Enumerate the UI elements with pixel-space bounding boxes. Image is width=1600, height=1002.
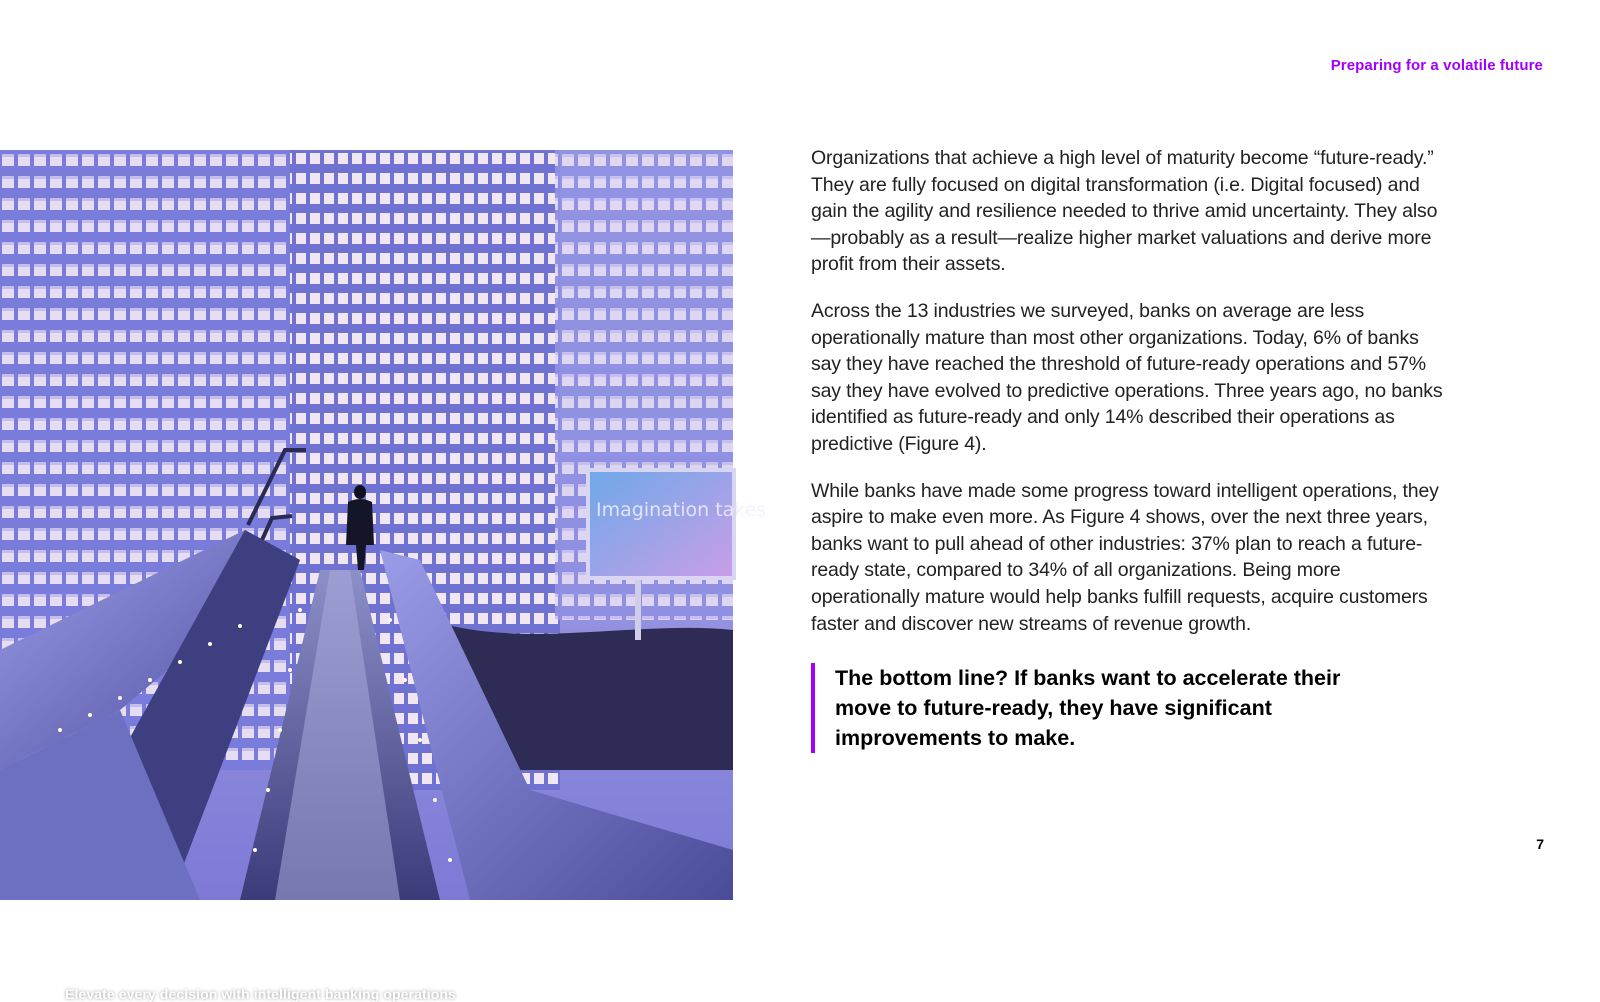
billboard-text: Imagination takes	[596, 499, 767, 521]
paragraph: Organizations that achieve a high level of maturity become “future-ready.” They are fully focused on digital transformation (i.e. Digital focused) and gain the agility and resilience needed to thrive amid uncertainty. They also—probably as a result—realize higher market valuations and derive more profit from their assets.	[811, 147, 1438, 276]
body-text	[811, 145, 1451, 753]
pull-quote: The bottom line? If banks want to accelerate their move to future-ready, they have significant improvements to make.	[811, 663, 1395, 753]
hero-photo	[0, 150, 767, 1002]
section-title: Preparing for a volatile future	[1330, 57, 1543, 74]
page-number: 7	[1536, 836, 1544, 852]
paragraph: Across the 13 industries we surveyed, banks on average are less operationally mature than most other organizations. Today, 6% of banks say they have reached the threshold of future-ready operations and 57% say they have evolved to predictive operations. Three years ago, no banks identified as future-ready and only 14% described their operations as predictive (Figure 4).	[811, 299, 1443, 455]
paragraph: While banks have made some progress toward intelligent operations, they aspire to make even more. As Figure 4 shows, over the next three years, banks want to pull ahead of other industries: 37% plan to reach a future-ready state, compared to 34% of all organizations. Being more operationally mature would help banks fulfill requests, acquire customers faster and discover new streams of revenue growth.	[811, 479, 1439, 635]
image-caption: Elevate every decision with intelligent banking operations	[65, 986, 456, 1002]
